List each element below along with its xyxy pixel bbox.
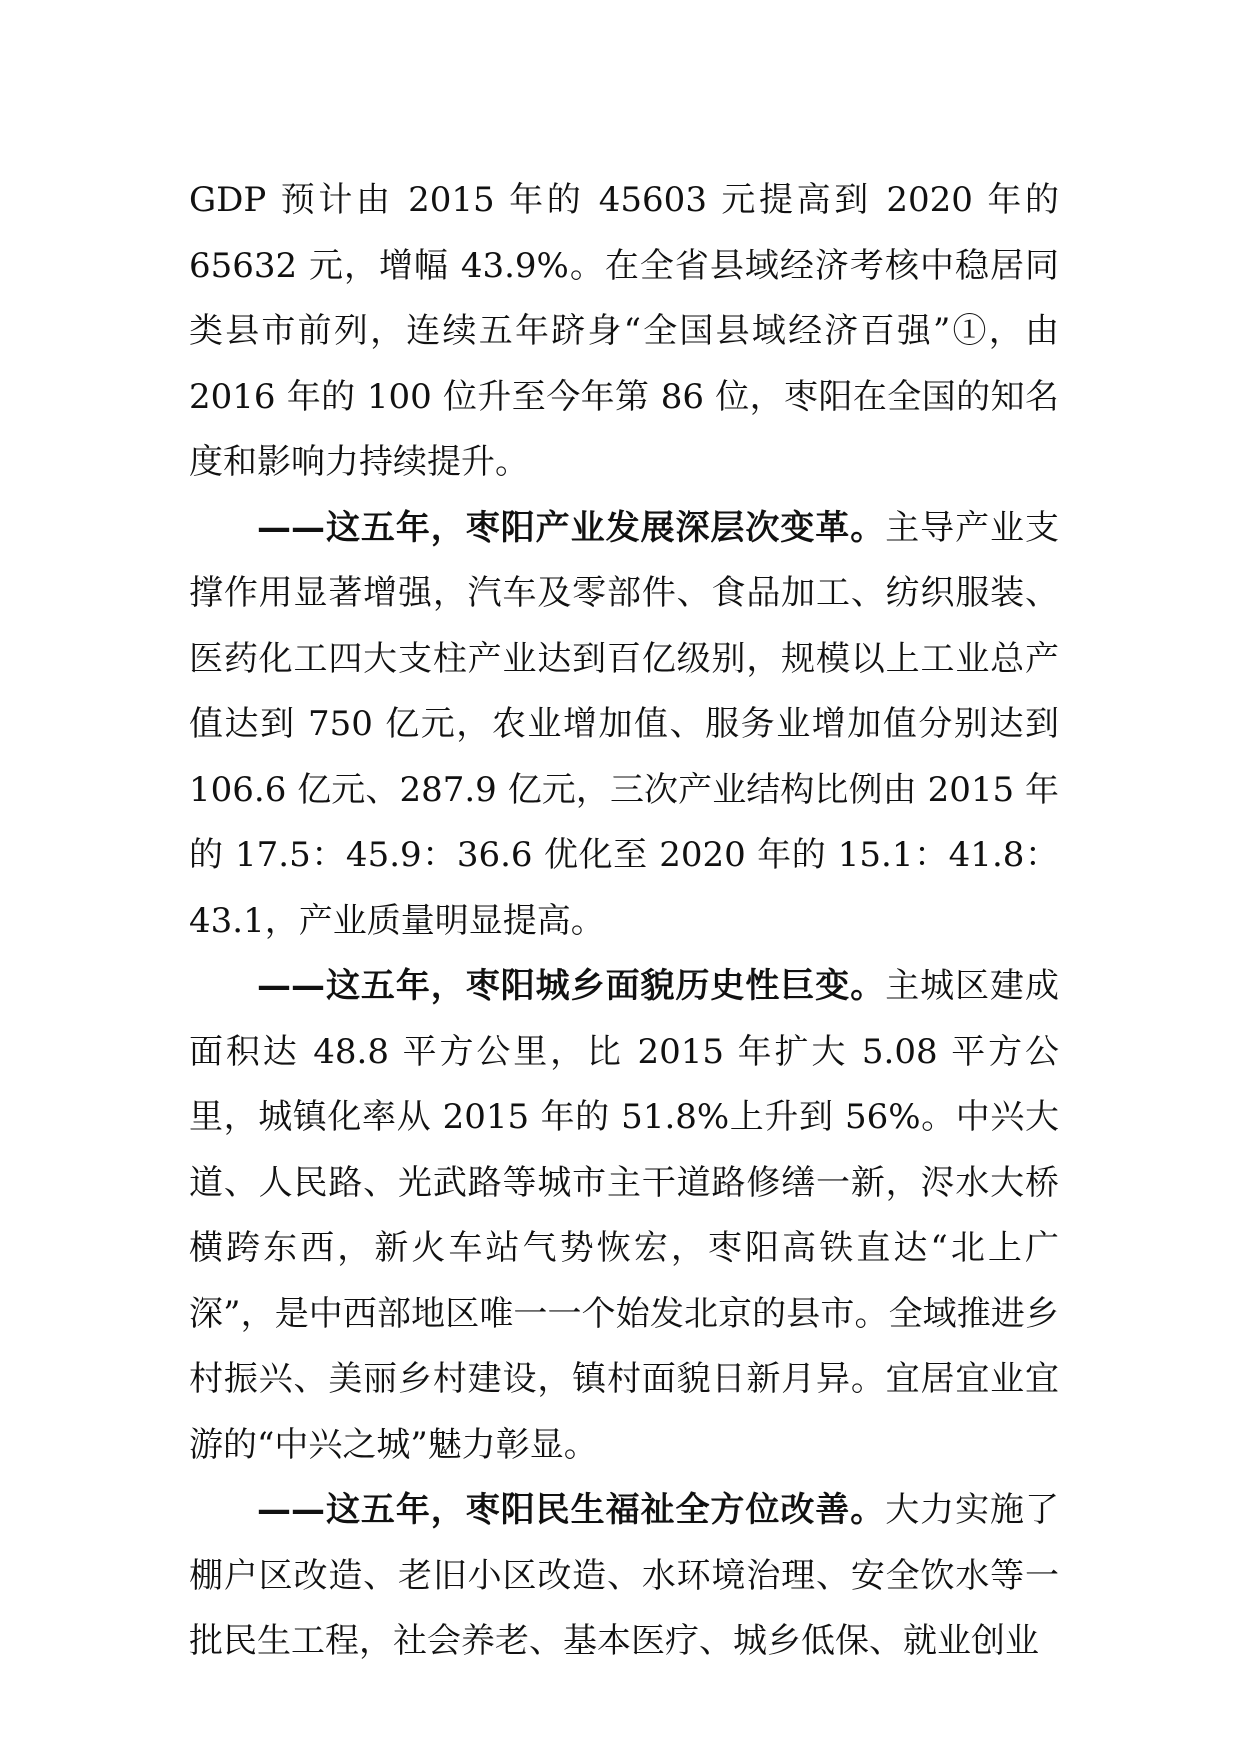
paragraph-text: 主导产业支撑作用显著增强，汽车及零部件、食品加工、纺织服装、医药化工四大支柱产业达到百亿级别，规模以上工业总产值达到 750 亿元，农业增加值、服务业增加值分别达到 106.6 亿元、287.9 亿元，三次产业结构比例由 2015 年的 17.5：45.9：36.6 优化至 2020 年的 15.1：41.8：43.1，产业质量明显提高。 [189, 507, 1060, 941]
document-page [189, 168, 1059, 1675]
paragraph-urban-rural [189, 954, 1059, 1478]
paragraph-lead-heading: ——这五年，枣阳民生福祉全方位改善。 [257, 1490, 886, 1530]
paragraph-industry [189, 496, 1059, 955]
paragraph-gdp [189, 168, 1059, 496]
paragraph-livelihood [189, 1478, 1059, 1675]
paragraph-text: GDP 预计由 2015 年的 45603 元提高到 2020 年的 65632 元，增幅 43.9%。在全省县域经济考核中稳居同类县市前列，连续五年跻身“全国县域经济百强”①，由 2016 年的 100 位升至今年第 86 位，枣阳在全国的知名度和影响力持续提升。 [189, 180, 1059, 482]
paragraph-lead-heading: ——这五年，枣阳产业发展深层次变革。 [257, 507, 886, 548]
paragraph-lead-heading: ——这五年，枣阳城乡面貌历史性巨变。 [257, 966, 886, 1006]
paragraph-text: 大力实施了棚户区改造、老旧小区改造、水环境治理、安全饮水等一批民生工程，社会养老、基本医疗、城乡低保、就业创业 [189, 1490, 1060, 1661]
paragraph-text: 主城区建成面积达 48.8 平方公里，比 2015 年扩大 5.08 平方公里，城镇化率从 2015 年的 51.8%上升到 56%。中兴大道、人民路、光武路等城市主干道路修缮一新，浕水大桥横跨东西，新火车站气势恢宏，枣阳高铁直达“北上广深”，是中西部地区唯一一个始发北京的县市。全域推进乡村振兴、美丽乡村建设，镇村面貌日新月异。宜居宜业宜游的“中兴之城”魅力彰显。 [189, 966, 1060, 1465]
